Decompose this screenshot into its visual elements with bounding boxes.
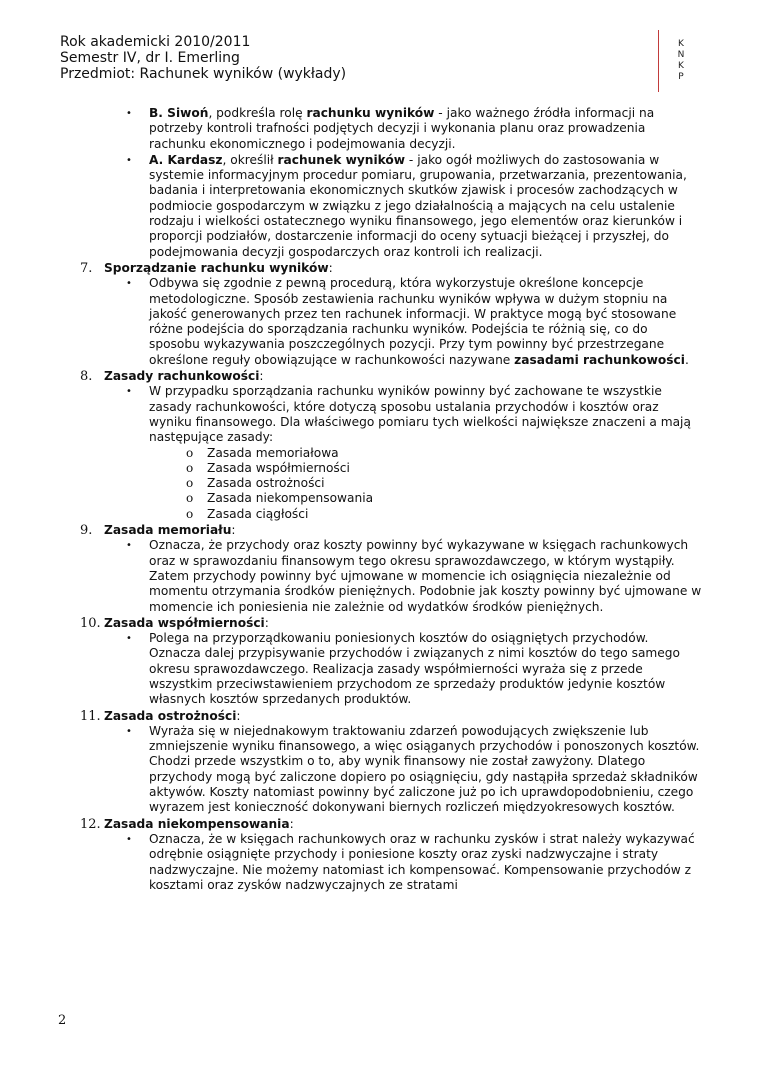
section-12 — [0, 817, 760, 893]
section-heading — [0, 369, 760, 384]
section-colon: : — [236, 708, 241, 723]
section-number: 12. — [80, 816, 101, 832]
section-bullet — [0, 538, 760, 614]
section-title: Zasada memoriału — [104, 523, 232, 538]
bullet-marker: • — [126, 386, 132, 398]
bullet-siwon — [0, 106, 760, 152]
section-bullet — [0, 724, 760, 816]
logo-letter: P — [678, 72, 684, 82]
section-heading — [0, 709, 760, 724]
header-semester: Semestr IV, dr I. Emerling — [60, 50, 240, 66]
section-title: Zasada współmierności — [104, 615, 265, 630]
bullet-kardasz — [0, 153, 760, 260]
sub-item-text: Zasada współmierności — [207, 460, 350, 475]
bullet-text: . — [684, 352, 689, 367]
bullet-text: , określił — [222, 152, 278, 167]
section-number: 7. — [80, 260, 93, 276]
bullet-marker: • — [126, 154, 132, 166]
section-8 — [0, 369, 760, 522]
author-name: A. Kardasz — [149, 152, 223, 167]
bullet-marker: • — [126, 540, 132, 552]
section-number: 9. — [80, 523, 93, 539]
sub-list-item — [0, 491, 760, 506]
section-number: 10. — [80, 615, 101, 631]
section-10 — [0, 616, 760, 708]
section-heading — [0, 616, 760, 631]
bullet-marker: • — [126, 725, 132, 737]
sub-list-item — [0, 446, 760, 461]
section-bullet — [0, 832, 760, 893]
sub-bullet-marker: o — [186, 476, 194, 491]
section-title: Zasada niekompensowania — [104, 816, 290, 831]
sub-item-text: Zasada ostrożności — [207, 476, 325, 491]
bullet-text: W przypadku sporządzania rachunku wyników powinny być zachowane te wszystkie zasady rachunkowości, które dotyczą sposobu ustalania przychodów i kosztów oraz wyniku finansowego. Dla właściwego pomiaru tych wielkości największe znaczeni a mają następujące zasady: — [149, 384, 691, 445]
section-bullet — [0, 631, 760, 707]
sub-list-item — [0, 461, 760, 476]
bullet-text: Oznacza, że w księgach rachunkowych oraz w rachunku zysków i strat należy wykazywać odrębnie osiągnięte przychody i poniesione koszty oraz zyski nadzwyczajne i straty nadzwyczajne. Nie możemy natomiast ich kompensować. Kompensowanie przychodów z kosztami oraz zysków nadzwyczajnych ze stratami — [149, 831, 695, 892]
sub-list-item — [0, 476, 760, 491]
sub-bullet-marker: o — [186, 445, 194, 460]
bold-term: zasadami rachunkowości — [514, 352, 685, 367]
bold-term: rachunku wyników — [306, 106, 435, 120]
sub-bullet-marker: o — [186, 460, 194, 475]
bullet-marker: • — [126, 633, 132, 645]
bullet-text: Wyraża się w niejednakowym traktowaniu zdarzeń powodujących zwiększenie lub zmniejszenie wyniku finansowego, a więc osiąganych przychodów i ponoszonych kosztów. Chodzi przede wszystkim o to, aby wynik finansowy nie został zawyżony. Dlatego przychody mogą być zaliczone dopiero po osiągnięciu, gdy nastąpiła sprzedaż składników aktywów. Koszty natomiast powinny być zaliczone już po ich uprawdopodobnieniu, czego wyrazem jest konieczność dokonywani biernych rozliczeń międzyokresowych kosztów. — [149, 723, 700, 815]
document-body — [0, 106, 760, 893]
bold-term: rachunek wyników — [277, 152, 406, 167]
section-9 — [0, 523, 760, 615]
sub-item-text: Zasada ciągłości — [207, 506, 309, 521]
section-title: Sporządzanie rachunku wyników — [104, 260, 329, 275]
section-colon: : — [231, 523, 236, 538]
bullet-text: - jako ważnego źródła informacji na potrzeby kontroli trafności podjętych decyzji i wykonania planu oraz prowadzenia rachunku ekonomicznego i podejmowania decyzji. — [149, 106, 655, 151]
logo-red-line — [658, 30, 659, 92]
section-colon: : — [259, 369, 264, 384]
sub-bullet-marker: o — [186, 506, 194, 521]
section-colon: : — [264, 615, 269, 630]
section-11 — [0, 709, 760, 816]
bullet-text: - jako ogół możliwych do zastosowania w systemie informacyjnym procedur pomiaru, grupowania, przetwarzania, prezentowania, badania i interpretowania ekonomicznych skutków zjawisk i procesów zachodzących w podmiocie gospodarczym w związku z jego działalnością a mających na celu ustalenie rodzaju i wielkości ostatecznego wyniku finansowego, jego elementów oraz kierunków i proporcji podziałów, dostarczenie informacji do oceny sytuacji bieżącej i przyszłej, do podejmowania decyzji gospodarczych oraz kontroli ich realizacji. — [149, 152, 687, 259]
page-number: 2 — [58, 1013, 67, 1028]
sub-bullet-marker: o — [186, 491, 194, 506]
author-name: B. Siwoń — [149, 106, 209, 120]
bullet-marker: • — [126, 833, 132, 845]
section-title: Zasady rachunkowości — [104, 369, 260, 384]
knkp-logo — [658, 30, 698, 92]
section-bullet — [0, 384, 760, 445]
bullet-text: Oznacza, że przychody oraz koszty powinny być wykazywane w księgach rachunkowych oraz w sprawozdaniu finansowym tego okresu sprawozdawczego, w którym wystąpiły. Zatem przychody powinny być ujmowane w momencie ich osiągnięcia niezależnie od momentu otrzymania środków pieniężnych. Podobnie jak koszty powinny być ujmowane w momencie ich poniesienia nie zależnie od wydatków środków pieniężnych. — [149, 538, 702, 614]
header-subject: Przedmiot: Rachunek wyników (wykłady) — [60, 66, 347, 82]
section-7 — [0, 261, 760, 368]
bullet-text: , podkreśla rolę — [208, 106, 307, 120]
sub-item-text: Zasada niekompensowania — [207, 491, 374, 506]
section-colon: : — [328, 260, 333, 275]
document-header — [60, 34, 346, 82]
section-heading — [0, 523, 760, 538]
logo-letter: K — [678, 39, 684, 49]
section-heading — [0, 261, 760, 276]
bullet-marker: • — [126, 278, 132, 290]
sub-list-item — [0, 507, 760, 522]
section-heading — [0, 817, 760, 832]
section-number: 8. — [80, 369, 93, 385]
header-academic-year: Rok akademicki 2010/2011 — [60, 34, 251, 50]
section-colon: : — [289, 816, 294, 831]
bullet-marker: • — [126, 108, 132, 119]
section-bullet — [0, 276, 760, 368]
section-title: Zasada ostrożności — [104, 708, 237, 723]
logo-letter: N — [677, 50, 685, 60]
bullet-text: Odbywa się zgodnie z pewną procedurą, która wykorzystuje określone koncepcje metodologiczne. Sposób zestawienia rachunku wyników wpływa w dużym stopniu na jakość generowanych przez ten rachunek informacji. W praktyce mogą być stosowane różne podejścia do sporządzania rachunku wyników. Podejścia te różnią się, co do sposobu wykazywania poszczególnych pozycji. Przy tym powinny być przestrzegane określone reguły obowiązujące w rachunkowości nazywane — [149, 276, 677, 367]
sub-item-text: Zasada memoriałowa — [207, 445, 339, 460]
bullet-text: Polega na przyporządkowaniu poniesionych kosztów do osiągniętych przychodów. Oznacza dalej przypisywanie przychodów i związanych z nimi kosztów do tego samego okresu sprawozdawczego. Realizacja zasady współmierności wyraża się z przede wszystkim przeciwstawieniem przychodom ze sprzedaży produktów jedynie kosztów własnych kosztów sprzedanych produktów. — [149, 631, 680, 707]
section-number: 11. — [80, 708, 101, 724]
logo-letter: K — [678, 61, 684, 71]
